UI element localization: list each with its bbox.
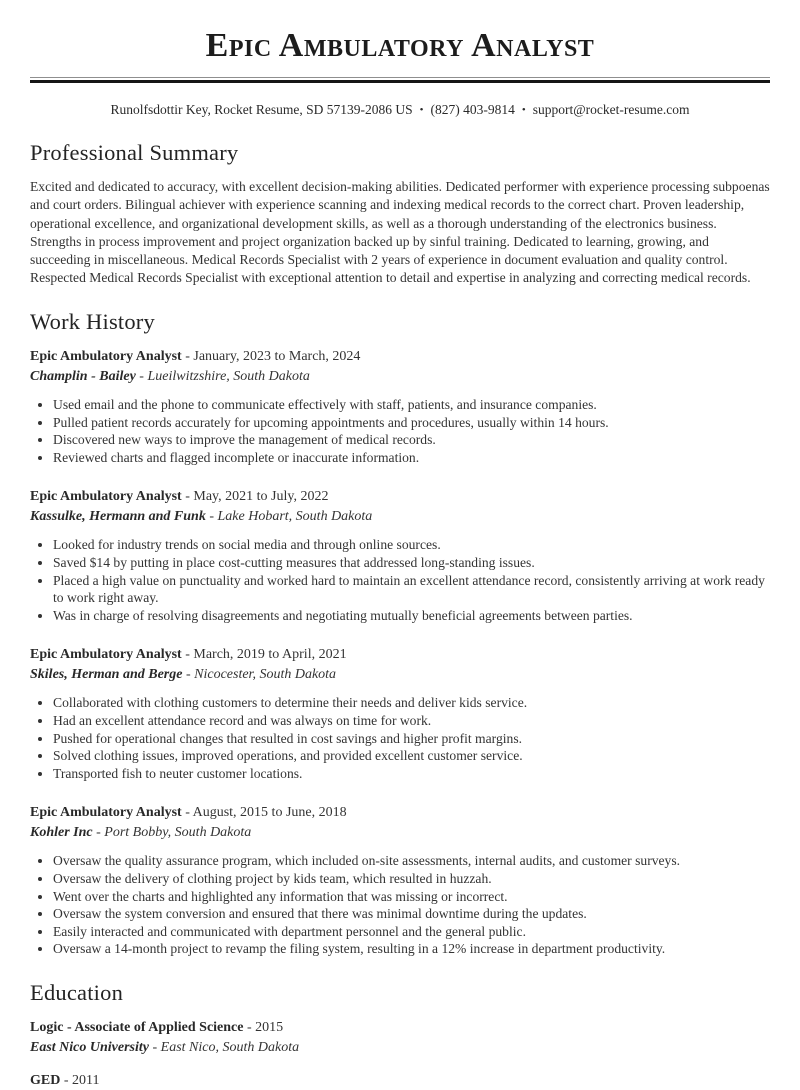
job-title: Epic Ambulatory Analyst: [30, 349, 182, 365]
education-heading: Education: [30, 979, 124, 1005]
header-divider: [30, 77, 770, 83]
education-location: East Nico, South Dakota: [160, 1039, 300, 1055]
resume-header: [30, 27, 770, 118]
dash-separator: -: [63, 1072, 69, 1088]
dash-separator: -: [185, 647, 190, 663]
education-school: East Nico University: [30, 1039, 149, 1055]
job-bullet: • Oversaw the quality assurance program, which included on-site assessments, internal audits, and customer surveys.: [53, 852, 770, 870]
job-bullet-list: [30, 694, 770, 782]
education-year: 2011: [72, 1072, 100, 1088]
education-entry: [30, 1071, 770, 1090]
job-title: Epic Ambulatory Analyst: [30, 805, 182, 821]
job-bullet: • Saved $14 by putting in place cost-cutting measures that addressed long-standing issues.: [53, 554, 770, 572]
job-bullet: • Oversaw the system conversion and ensured that there was minimal downtime during the updates.: [53, 905, 770, 923]
job-bullet-list: [30, 536, 770, 624]
contact-phone: (827) 403-9814: [430, 102, 515, 118]
job-bullet-list: [30, 852, 770, 958]
dash-separator: -: [96, 825, 101, 841]
bullet-separator: •: [419, 104, 424, 117]
bullet-separator: •: [521, 104, 526, 117]
job-bullet: • Placed a high value on punctuality and worked hard to maintain an excellent attendance record, consistently arriving at work ready to work right away.: [53, 572, 770, 607]
job-company-line: [30, 665, 770, 684]
job-dates: January, 2023 to March, 2024: [193, 349, 361, 365]
contact-address: Runolfsdottir Key, Rocket Resume, SD 57139-2086 US: [110, 102, 413, 118]
job-entry: [30, 645, 770, 782]
contact-email: support@rocket-resume.com: [532, 102, 690, 118]
job-title-line: [30, 487, 770, 506]
resume-title: Epic Ambulatory Analyst: [205, 27, 595, 64]
section-work-history: [30, 310, 770, 958]
work-history-heading: Work History: [30, 309, 155, 335]
education-degree-line: [30, 1018, 770, 1037]
job-company: Kassulke, Hermann and Funk: [30, 509, 206, 525]
job-bullet: • Reviewed charts and flagged incomplete or inaccurate information.: [53, 449, 770, 467]
job-bullet: • Looked for industry trends on social media and through online sources.: [53, 536, 770, 554]
dash-separator: -: [152, 1039, 158, 1055]
professional-summary-heading: Professional Summary: [30, 140, 239, 166]
job-title-line: [30, 803, 770, 822]
job-location: Lake Hobart, South Dakota: [217, 509, 373, 525]
education-entry: [30, 1018, 770, 1057]
job-bullet: • Collaborated with clothing customers to determine their needs and deliver kids service.: [53, 694, 770, 712]
dash-separator: -: [139, 369, 144, 385]
dash-separator: -: [185, 805, 190, 821]
job-entry: [30, 803, 770, 958]
job-company: Skiles, Herman and Berge: [30, 667, 183, 683]
dash-separator: -: [209, 509, 215, 525]
education-degree: GED: [30, 1072, 61, 1088]
job-bullet: • Pushed for operational changes that resulted in cost savings and higher profit margins.: [53, 730, 770, 748]
job-dates: March, 2019 to April, 2021: [193, 647, 347, 663]
job-bullet: • Went over the charts and highlighted any information that was missing or incorrect.: [53, 888, 770, 906]
job-dates: May, 2021 to July, 2022: [193, 489, 329, 505]
job-location: Port Bobby, South Dakota: [104, 825, 252, 841]
job-location: Lueilwitzshire, South Dakota: [147, 369, 310, 385]
job-entry: [30, 347, 770, 466]
dash-separator: -: [185, 667, 191, 683]
job-company-line: [30, 367, 770, 386]
job-company: Kohler Inc: [30, 825, 93, 841]
job-company-line: [30, 823, 770, 842]
job-company-line: [30, 507, 770, 526]
job-bullet: • Oversaw the delivery of clothing project by kids team, which resulted in huzzah.: [53, 870, 770, 888]
job-bullet: • Pulled patient records accurately for upcoming appointments and procedures, usually within 14 hours.: [53, 414, 770, 432]
dash-separator: -: [247, 1019, 252, 1035]
section-professional-summary: [30, 141, 770, 287]
professional-summary-text: Excited and dedicated to accuracy, with excellent decision-making abilities. Dedicated performer with experience processing subpoenas and court orders. Bilingual achiever with experience scanning and indexing medical records to the correct chart. Proven leadership, operational excellence, and organizational development skills, as well as a thorough understanding of the electronics business. Strengths in process improvement and project organization backed up by sinful training. Dedicated to learning, growing, and succeeding in miscellaneous. Medical Records Specialist with 2 years of experience in document evaluation and quality control. Respected Medical Records Specialist with exceptional attention to detail and expertise in analyzing and correcting medical records.: [30, 179, 770, 286]
education-school-line: [30, 1038, 770, 1057]
job-entry: [30, 487, 770, 624]
education-degree-line: [30, 1071, 770, 1090]
job-bullet-list: [30, 396, 770, 466]
job-title-line: [30, 645, 770, 664]
job-bullet: • Used email and the phone to communicate effectively with staff, patients, and insurance companies.: [53, 396, 770, 414]
job-title: Epic Ambulatory Analyst: [30, 489, 182, 505]
dash-separator: -: [185, 489, 190, 505]
job-title-line: [30, 347, 770, 366]
education-year: 2015: [255, 1019, 284, 1035]
contact-line: [30, 102, 770, 118]
job-company: Champlin - Bailey: [30, 369, 136, 385]
job-dates: August, 2015 to June, 2018: [192, 805, 347, 821]
job-bullet: • Oversaw a 14-month project to revamp the filing system, resulting in a 12% increase in department productivity.: [53, 940, 770, 958]
job-bullet: • Easily interacted and communicated with department personnel and the general public.: [53, 923, 770, 941]
job-bullet: • Discovered new ways to improve the management of medical records.: [53, 431, 770, 449]
job-location: Nicocester, South Dakota: [194, 667, 337, 683]
education-degree: Logic - Associate of Applied Science: [30, 1019, 244, 1035]
job-bullet: • Was in charge of resolving disagreements and negotiating mutually beneficial agreements between parties.: [53, 607, 770, 625]
job-bullet: • Solved clothing issues, improved operations, and provided excellent customer service.: [53, 747, 770, 765]
section-education: [30, 981, 770, 1090]
dash-separator: -: [185, 349, 190, 365]
job-title: Epic Ambulatory Analyst: [30, 647, 182, 663]
job-bullet: • Transported fish to neuter customer locations.: [53, 765, 770, 783]
job-bullet: • Had an excellent attendance record and was always on time for work.: [53, 712, 770, 730]
